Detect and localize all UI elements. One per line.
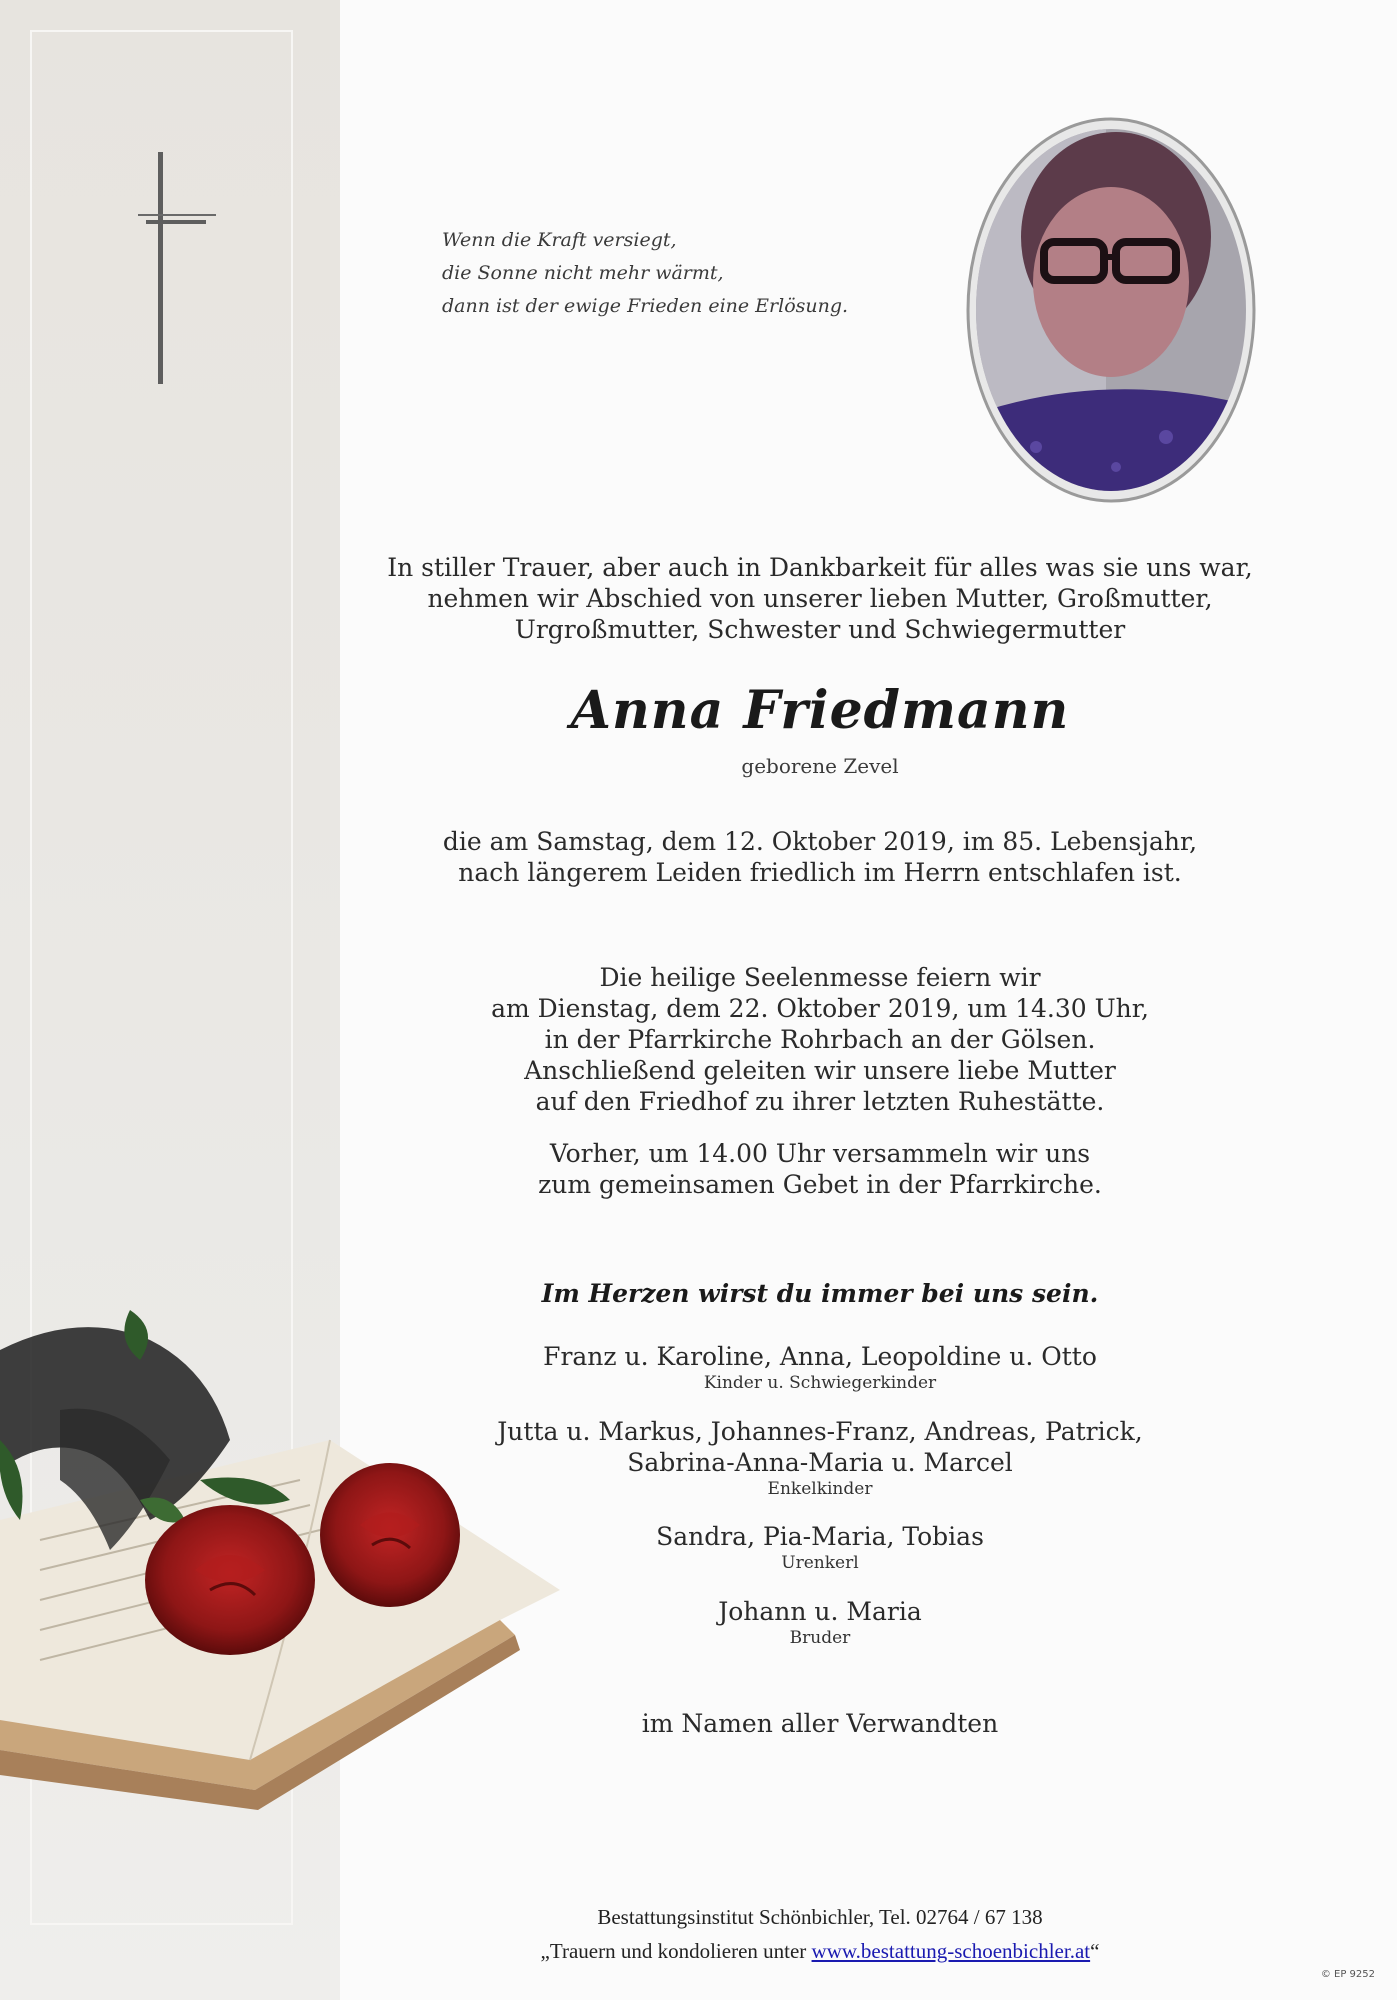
service-line: Anschließend geleiten wir unsere liebe Mutter xyxy=(524,1056,1116,1085)
verse-line: die Sonne nicht mehr wärmt, xyxy=(442,262,724,284)
print-code: © EP 9252 xyxy=(1320,1969,1375,1980)
family-names: Sandra, Pia-Maria, Tobias xyxy=(656,1522,984,1551)
intro-text xyxy=(360,552,1280,645)
funeral-service xyxy=(360,962,1280,1117)
service-line: in der Pfarrkirche Rohrbach an der Gölsen. xyxy=(544,1025,1096,1054)
family-group-great-grandchildren xyxy=(360,1521,1280,1574)
family-relation: Bruder xyxy=(789,1628,851,1648)
portrait-photo xyxy=(966,117,1256,503)
service-line: auf den Friedhof zu ihrer letzten Ruhestätte. xyxy=(535,1087,1105,1116)
family-names: Sabrina-Anna-Maria u. Marcel xyxy=(627,1448,1013,1477)
service-line: Die heilige Seelenmesse feiern wir xyxy=(599,963,1041,992)
deceased-name: Anna Friedmann xyxy=(570,680,1070,741)
intro-line: Urgroßmutter, Schwester und Schwiegermutter xyxy=(514,615,1126,644)
condolence-prefix: „Trauern und kondolieren unter xyxy=(540,1939,812,1963)
condolence-suffix: “ xyxy=(1090,1939,1100,1963)
intro-line: In stiller Trauer, aber auch in Dankbarkeit für alles was sie uns war, xyxy=(387,553,1253,582)
death-notice xyxy=(360,826,1280,888)
family-group-grandchildren xyxy=(360,1416,1280,1500)
verse-line: dann ist der ewige Frieden eine Erlösung. xyxy=(442,295,849,317)
family-relation: Kinder u. Schwiegerkinder xyxy=(703,1373,937,1393)
verse-line: Wenn die Kraft versiegt, xyxy=(442,229,677,251)
family-group-children xyxy=(360,1341,1280,1394)
family-names: Jutta u. Markus, Johannes-Franz, Andreas, Patrick, xyxy=(497,1417,1143,1446)
prayer-line: zum gemeinsamen Gebet in der Pfarrkirche. xyxy=(538,1170,1102,1199)
family-names: Franz u. Karoline, Anna, Leopoldine u. Otto xyxy=(543,1342,1097,1371)
condolence-line xyxy=(360,1939,1280,1964)
prayer-line: Vorher, um 14.00 Uhr versammeln wir uns xyxy=(549,1139,1091,1168)
death-line: nach längerem Leiden friedlich im Herrn entschlafen ist. xyxy=(458,858,1182,887)
motto: Im Herzen wirst du immer bei uns sein. xyxy=(541,1279,1099,1308)
intro-line: nehmen wir Abschied von unserer lieben Mutter, Großmutter, xyxy=(427,584,1213,613)
cross-icon xyxy=(138,152,218,384)
service-line: am Dienstag, dem 22. Oktober 2019, um 14.30 Uhr, xyxy=(491,994,1149,1023)
decorative-sidebar xyxy=(0,0,340,2000)
family-names: Johann u. Maria xyxy=(718,1597,922,1626)
maiden-name: geborene Zevel xyxy=(741,754,899,778)
memorial-verse xyxy=(442,224,848,323)
death-line: die am Samstag, dem 12. Oktober 2019, im 85. Lebensjahr, xyxy=(442,827,1198,856)
condolence-link[interactable]: www.bestattung-schoenbichler.at xyxy=(811,1939,1091,1963)
family-relation: Urenkerl xyxy=(781,1553,859,1573)
family-group-siblings xyxy=(360,1596,1280,1649)
all-relatives-line: im Namen aller Verwandten xyxy=(641,1709,999,1738)
prayer-notice xyxy=(360,1138,1280,1200)
funeral-home-contact: Bestattungsinstitut Schönbichler, Tel. 02764 / 67 138 xyxy=(597,1905,1043,1929)
family-relation: Enkelkinder xyxy=(767,1479,873,1499)
